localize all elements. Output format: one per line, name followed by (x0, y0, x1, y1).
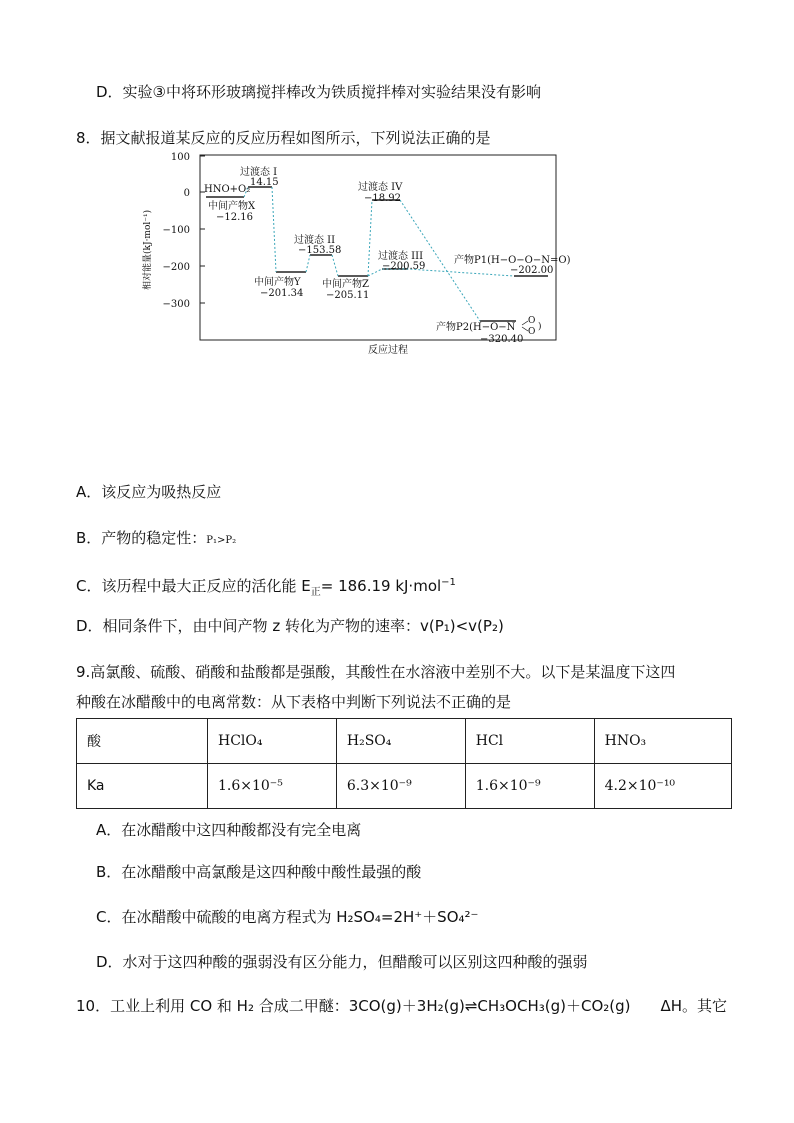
label-hno-o2: HNO+O₂ (204, 184, 251, 195)
q9-stem-line1: 9.高氯酸、硫酸、硝酸和盐酸都是强酸，其酸性在水溶液中差别不大。以下是某温度下这四 (76, 663, 676, 681)
acid-ka-table (76, 718, 732, 809)
q8-option-b: B．产物的稳定性：P₁>P₂ (76, 529, 237, 547)
label-p2: 产物P2(H−O−N (436, 322, 516, 333)
table-cell: HNO₃ (594, 719, 731, 764)
q9-option-b: B．在冰醋酸中高氯酸是这四种酸中酸性最强的酸 (96, 863, 422, 881)
table-cell: HClO₄ (208, 719, 337, 764)
label-ts1: 过渡态 I (240, 167, 278, 178)
value-p1: −202.00 (510, 265, 554, 276)
table-cell: HCl (465, 719, 594, 764)
label-ts4: 过渡态 IV (358, 182, 403, 193)
label-ts3: 过渡态 III (378, 251, 424, 262)
y-tick-minus200: −200 (162, 262, 190, 273)
q9-option-c: C．在冰醋酸中硫酸的电离方程式为 H₂SO₄=2H⁺＋SO₄²⁻ (96, 908, 479, 926)
q9-option-a: A．在冰醋酸中这四种酸都没有完全电离 (96, 821, 362, 839)
label-intermediate-y: 中间产物Y (254, 277, 301, 288)
value-ts2: −153.58 (298, 245, 342, 256)
y-tick-minus300: −300 (162, 299, 190, 310)
y-axis-label: 相对能量(kJ·mol⁻¹) (143, 209, 153, 290)
label-intermediate-z: 中间产物Z (322, 279, 369, 290)
table-row (77, 719, 732, 764)
label-intermediate-x: 中间产物X (208, 201, 256, 212)
label-p1: 产物P1(H−O−O−N=O) (454, 255, 571, 266)
y-tick-0: 0 (183, 188, 190, 199)
energy-levels (206, 187, 548, 321)
table-cell: 6.3×10⁻⁹ (336, 764, 465, 809)
value-intermediate-x: −12.16 (216, 212, 254, 223)
label-p2-o-top: O (528, 316, 536, 326)
table-cell: 4.2×10⁻¹⁰ (594, 764, 731, 809)
y-ticks (163, 152, 205, 310)
value-ts3: −200.59 (382, 261, 426, 272)
q9-stem-line2: 种酸在冰醋酸中的电离常数：从下表格中判断下列说法不正确的是 (76, 693, 512, 711)
table-cell: 1.6×10⁻⁵ (208, 764, 337, 809)
x-axis-label: 反应过程 (368, 345, 408, 356)
q8-option-c: C．该历程中最大正反应的活化能 $E_正= 186.19$ kJ·mol$^{-1}$ (76, 577, 456, 598)
value-ts1: 14.15 (250, 177, 279, 188)
value-ts4: −18.92 (364, 193, 402, 204)
q9-option-d: D．水对于这四种酸的强弱没有区分能力，但醋酸可以区别这四种酸的强弱 (96, 953, 588, 971)
label-ts2: 过渡态 II (294, 235, 336, 246)
table-cell: 酸 (77, 719, 208, 764)
label-p2-paren: ) (538, 322, 542, 332)
table-cell: H₂SO₄ (336, 719, 465, 764)
table-row (77, 764, 732, 809)
q10-stem: 10．工业上利用 CO 和 H₂ 合成二甲醚：3CO(g)＋3H₂(g)⇌CH₃OCH₃(g)＋CO₂(g) ΔH。其它 (76, 997, 728, 1015)
q7-option-d: D．实验③中将环形玻璃搅拌棒改为铁质搅拌棒对实验结果没有影响 (96, 83, 542, 101)
value-intermediate-z: −205.11 (326, 290, 370, 301)
y-tick-minus100: −100 (162, 225, 190, 236)
energy-profile-diagram (136, 145, 596, 360)
value-p2: −320.40 (480, 334, 524, 345)
value-intermediate-y: −201.34 (260, 288, 304, 299)
table-cell: Ka (77, 764, 208, 809)
q8-option-d: D．相同条件下，由中间产物 z 转化为产物的速率：v(P₁)<v(P₂) (76, 617, 504, 635)
label-p2-o-bottom: O (528, 327, 536, 337)
q8-option-a: A．该反应为吸热反应 (76, 483, 222, 501)
y-tick-100: 100 (170, 152, 190, 163)
q8-stem: 8．据文献报道某反应的反应历程如图所示，下列说法正确的是 (76, 129, 491, 147)
table-cell: 1.6×10⁻⁹ (465, 764, 594, 809)
